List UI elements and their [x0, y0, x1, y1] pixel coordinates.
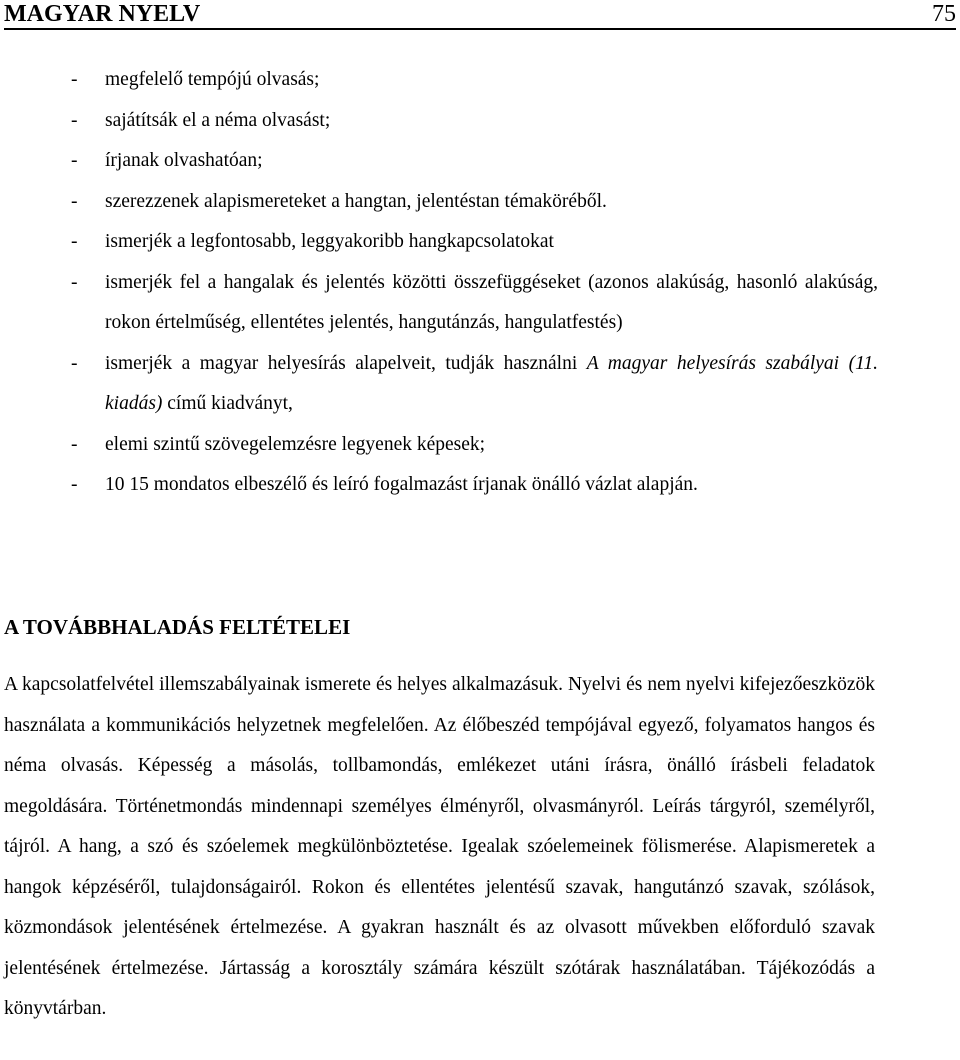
list-item-text-after: című kiadványt,: [162, 393, 293, 414]
list-item-text: 10 15 mondatos elbeszélő és leíró fogalmazást írjanak önálló vázlat alapján.: [105, 474, 698, 495]
section-heading: A TOVÁBBHALADÁS FELTÉTELEI: [4, 615, 351, 639]
list-dash: -: [71, 433, 78, 455]
document-title: MAGYAR NYELV: [4, 1, 201, 27]
book-title-italic: A magyar helyesírás szabályai (11. kiadás): [105, 352, 878, 414]
list-item: [0, 141, 960, 182]
page-header: [4, 0, 956, 30]
list-dash: -: [71, 190, 78, 212]
list-item: [0, 182, 960, 223]
list-dash: -: [71, 474, 78, 495]
list-dash: -: [71, 109, 78, 131]
section-paragraph: A kapcsolatfelvétel illemszabályainak ismerete és helyes alkalmazásuk. Nyelvi és nem nyelvi kifejezőeszközök használata a kommunikációs helyzetnek megfelelően. Az élőbeszéd tempójával egyező, folyamatos hangos és néma olvasás. Képesség a másolás, tollbamondás, emlékezet utáni írásra, önálló írásbeli feladatok megoldására. Történetmondás mindennapi személyes élményről, olvasmányról. Leírás tárgyról, személyről, tájról. A hang, a szó és szóelemek megkülönböztetése. Igealak szóelemeinek fölismerése. Alapismeretek a hangok képzéséről, tulajdonságairól. Rokon és ellentétes jelentésű szavak, hangutánzó szavak, szólások, közmondások jelentésének értelmezése. A gyakran használt és az olvasott művekben előforduló szavak jelentésének értelmezése. Jártasság a korosztály számára készült szótárak használatában. Tájékozódás a könyvtárban.: [4, 674, 875, 1019]
list-item: [0, 263, 960, 344]
list-item: [0, 101, 960, 142]
list-item: [0, 60, 960, 101]
list-item-text: ismerjék fel a hangalak és jelentés közötti összefüggéseket (azonos alakúság, hasonló alakúság, rokon értelműség, ellentétes jelentés, hangutánzás, hangulatfestés): [105, 271, 878, 333]
list-dash: -: [71, 271, 78, 293]
list-dash: -: [71, 150, 78, 171]
list-item: [0, 425, 960, 466]
list-item: [0, 222, 960, 263]
list-item: [0, 344, 960, 425]
list-item-text: írjanak olvashatóan;: [105, 150, 263, 171]
list-item: [0, 465, 960, 506]
list-item-text-before: ismerjék a magyar helyesírás alapelveit, tudják használni: [105, 352, 587, 374]
list-dash: -: [71, 352, 78, 374]
list-dash: -: [71, 231, 78, 252]
list-item-text: elemi szintű szövegelemzésre legyenek képesek;: [105, 433, 486, 455]
list-item-text: ismerjék a legfontosabb, leggyakoribb hangkapcsolatokat: [105, 231, 554, 252]
list-item-text: megfelelő tempójú olvasás;: [105, 69, 320, 90]
list-item-text: szerezzenek alapismereteket a hangtan, jelentéstan témaköréből.: [105, 190, 607, 212]
requirements-list: [0, 60, 960, 506]
list-dash: -: [71, 69, 78, 90]
list-item-text: sajátítsák el a néma olvasást;: [105, 109, 331, 131]
page-number: 75: [932, 1, 956, 27]
